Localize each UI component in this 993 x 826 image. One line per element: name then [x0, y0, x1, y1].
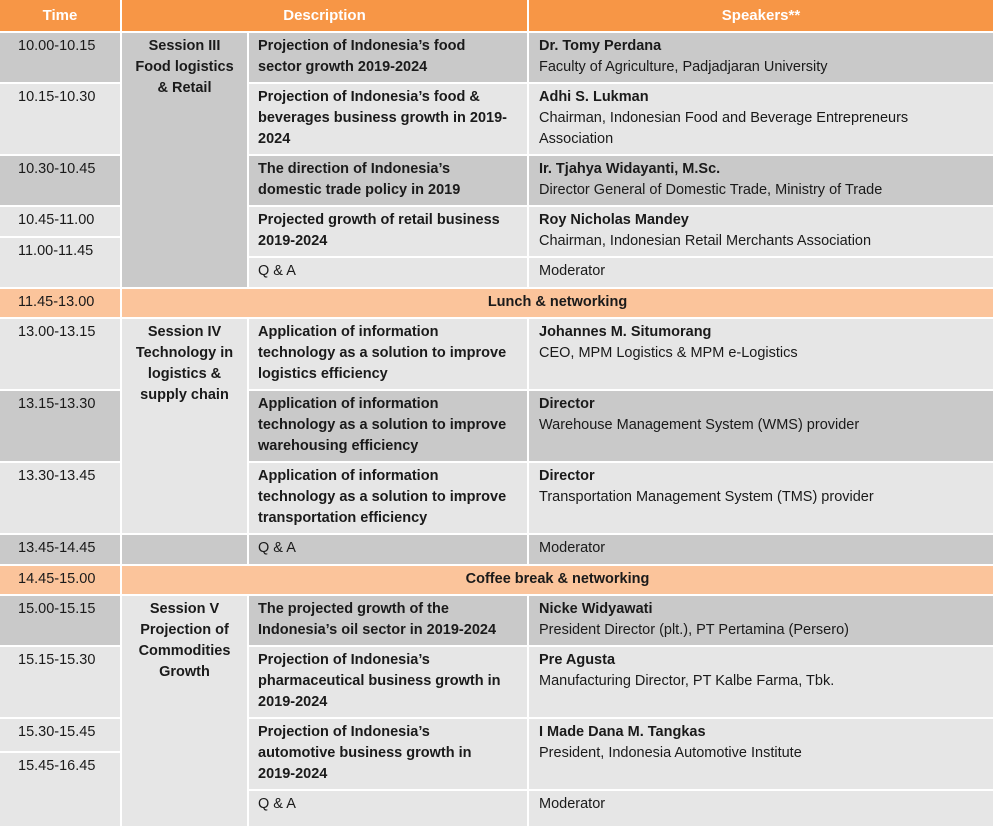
speaker-name: Director — [539, 396, 595, 412]
speaker-name: Dr. Tomy Perdana — [539, 38, 662, 54]
session-label: logistics & — [147, 366, 222, 382]
session-label: Session IV — [147, 324, 222, 340]
speaker-cell — [529, 258, 993, 287]
description-line: Projected growth of retail business — [258, 212, 500, 228]
speaker-name: Pre Agusta — [539, 652, 616, 668]
speaker-cell — [529, 391, 993, 461]
session-cell-empty — [122, 535, 247, 564]
time-cell: 11.45-13.00 — [0, 289, 120, 317]
description-line: warehousing efficiency — [258, 438, 419, 454]
description-line: technology as a solution to improve — [258, 417, 507, 433]
description-cell — [249, 719, 527, 789]
time-cell: 14.45-15.00 — [0, 566, 120, 594]
time-cell: 10.30-10.45 — [0, 156, 120, 205]
speaker-affiliation: Transportation Management System (TMS) provider — [539, 489, 874, 505]
speaker-affiliation: Faculty of Agriculture, Padjadjaran University — [539, 59, 828, 75]
description-line: The direction of Indonesia’s — [258, 161, 451, 177]
description-line: 2019-2024 — [258, 766, 328, 782]
description-line: Application of information — [258, 324, 439, 340]
session-cell — [122, 319, 247, 533]
session-label: Projection of — [140, 622, 229, 638]
description-cell — [249, 391, 527, 461]
description-line: sector growth 2019-2024 — [258, 59, 428, 75]
speaker-name: Roy Nicholas Mandey — [539, 212, 689, 228]
speaker-affiliation: President Director (plt.), PT Pertamina (Persero) — [539, 622, 849, 638]
description-cell — [249, 258, 527, 287]
speaker-cell — [529, 33, 993, 82]
session-label: Session III — [148, 38, 221, 54]
description-line: beverages business growth in 2019- — [258, 110, 508, 126]
description-line: Q & A — [258, 263, 296, 279]
speaker-name: Adhi S. Lukman — [539, 89, 649, 105]
header-speakers: Speakers** — [529, 0, 993, 31]
description-line: Application of information — [258, 396, 439, 412]
speaker-affiliation: Director General of Domestic Trade, Ministry of Trade — [539, 182, 883, 198]
time-cell: 15.00-15.15 — [0, 596, 120, 645]
speaker-cell — [529, 207, 993, 256]
time-cell: 15.30-15.45 — [0, 719, 120, 751]
session-label: Session V — [149, 601, 220, 617]
speaker-name: Director — [539, 468, 595, 484]
speaker-cell — [529, 156, 993, 205]
speaker-affiliation: CEO, MPM Logistics & MPM e-Logistics — [539, 345, 798, 361]
time-cell: 13.30-13.45 — [0, 463, 120, 533]
speaker-affiliation: Moderator — [539, 263, 606, 279]
time-cell: 10.45-11.00 — [0, 207, 120, 236]
description-line: Projection of Indonesia’s food — [258, 38, 466, 54]
speaker-affiliation: Moderator — [539, 796, 606, 812]
description-line: transportation efficiency — [258, 510, 428, 526]
speaker-affiliation: Chairman, Indonesian Retail Merchants Association — [539, 233, 872, 249]
description-cell — [249, 156, 527, 205]
description-line: The projected growth of the — [258, 601, 449, 617]
description-cell — [249, 596, 527, 645]
speaker-affiliation: Warehouse Management System (WMS) provider — [539, 417, 860, 433]
coffee-break-row: Coffee break & networking — [122, 566, 993, 594]
speaker-cell — [529, 719, 993, 789]
time-cell: 10.15-10.30 — [0, 84, 120, 154]
description-line: technology as a solution to improve — [258, 345, 507, 361]
description-line: Application of information — [258, 468, 439, 484]
session-label: Growth — [159, 664, 210, 680]
description-cell — [249, 463, 527, 533]
speaker-name: Ir. Tjahya Widayanti, M.Sc. — [539, 161, 721, 177]
description-line: domestic trade policy in 2019 — [258, 182, 461, 198]
speaker-name: Johannes M. Situmorang — [539, 324, 712, 340]
speaker-cell — [529, 319, 993, 389]
session-label: Commodities — [138, 643, 231, 659]
description-line: 2019-2024 — [258, 694, 328, 710]
description-line: Q & A — [258, 796, 296, 812]
description-line: Projection of Indonesia’s food & — [258, 89, 480, 105]
time-cell: 13.45-14.45 — [0, 535, 120, 564]
time-cell: 10.00-10.15 — [0, 33, 120, 82]
speaker-affiliation: President, Indonesia Automotive Institute — [539, 745, 802, 761]
header-description: Description — [122, 0, 527, 31]
session-label: & Retail — [157, 80, 212, 96]
description-line: Indonesia’s oil sector in 2019-2024 — [258, 622, 497, 638]
time-cell: 13.00-13.15 — [0, 319, 120, 389]
session-cell — [122, 33, 247, 287]
speaker-cell — [529, 596, 993, 645]
speaker-affiliation: Association — [539, 131, 614, 147]
speaker-affiliation: Moderator — [539, 540, 606, 556]
lunch-break-row: Lunch & networking — [122, 289, 993, 317]
description-line: Q & A — [258, 540, 296, 556]
speaker-name: Nicke Widyawati — [539, 601, 653, 617]
description-line: logistics efficiency — [258, 366, 388, 382]
session-label: Food logistics — [135, 59, 234, 75]
description-cell — [249, 207, 527, 256]
description-line: technology as a solution to improve — [258, 489, 507, 505]
speaker-cell — [529, 791, 993, 826]
time-cell: 15.45-16.45 — [0, 753, 120, 826]
description-line: Projection of Indonesia’s — [258, 724, 430, 740]
time-cell: 15.15-15.30 — [0, 647, 120, 717]
description-cell — [249, 647, 527, 717]
session-label: supply chain — [140, 387, 229, 403]
description-line: automotive business growth in — [258, 745, 472, 761]
speaker-cell — [529, 84, 993, 154]
description-line: pharmaceutical business growth in — [258, 673, 501, 689]
description-line: 2019-2024 — [258, 233, 328, 249]
speaker-name: I Made Dana M. Tangkas — [539, 724, 706, 740]
description-line: 2024 — [258, 131, 291, 147]
header-time: Time — [0, 0, 120, 31]
speaker-affiliation: Manufacturing Director, PT Kalbe Farma, Tbk. — [539, 673, 835, 689]
speaker-cell — [529, 463, 993, 533]
time-cell: 13.15-13.30 — [0, 391, 120, 461]
description-cell — [249, 319, 527, 389]
description-cell — [249, 84, 527, 154]
description-cell — [249, 791, 527, 826]
description-cell — [249, 535, 527, 564]
session-cell — [122, 596, 247, 826]
speaker-cell — [529, 647, 993, 717]
session-label: Technology in — [135, 345, 234, 361]
speaker-cell — [529, 535, 993, 564]
time-cell: 11.00-11.45 — [0, 238, 120, 287]
description-line: Projection of Indonesia’s — [258, 652, 430, 668]
description-cell — [249, 33, 527, 82]
speaker-affiliation: Chairman, Indonesian Food and Beverage Entrepreneurs — [539, 110, 909, 126]
